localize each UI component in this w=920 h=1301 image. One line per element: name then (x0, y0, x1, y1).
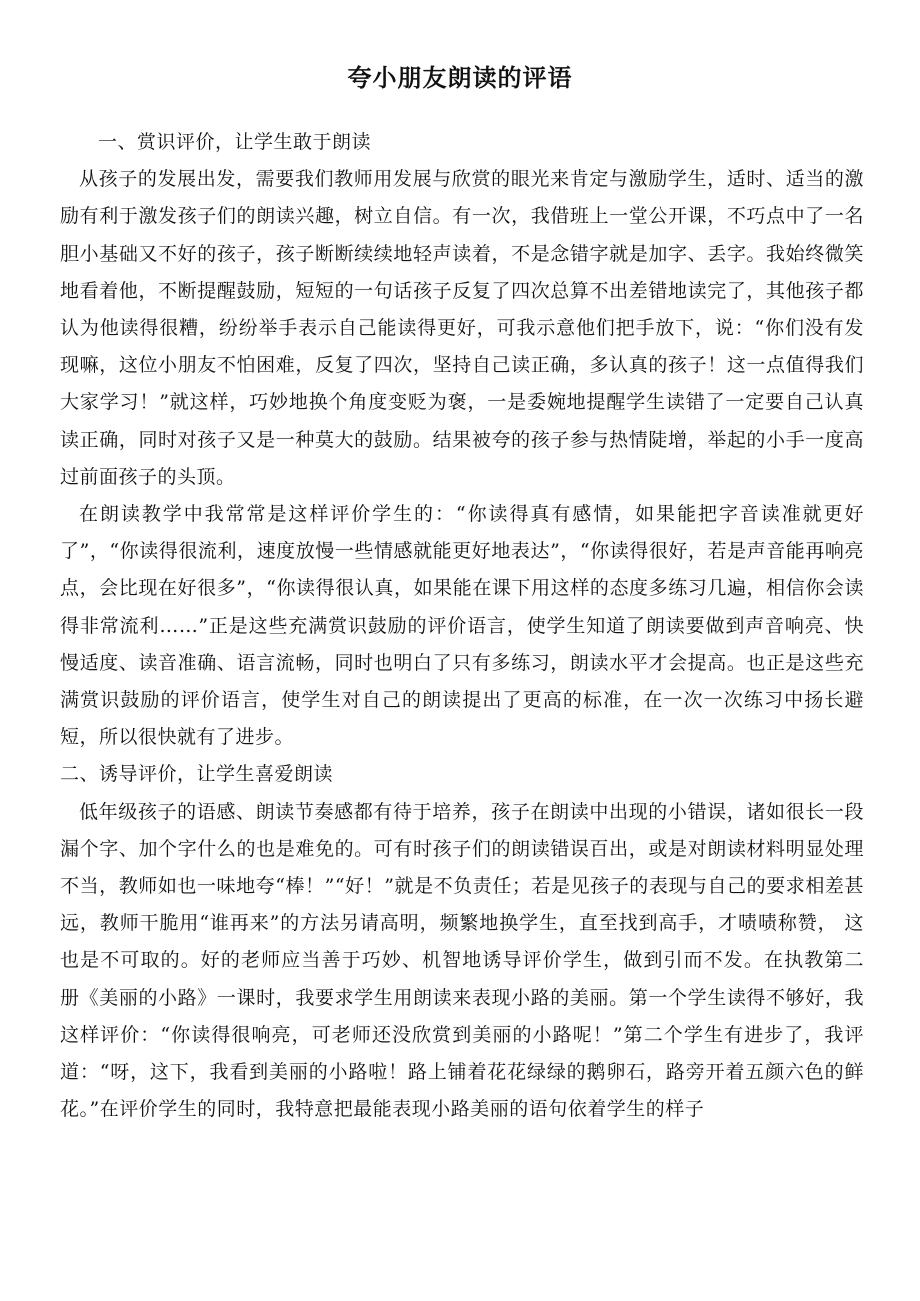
section-heading-1: 一、赏识评价，让学生敢于朗读 (98, 131, 372, 153)
paragraph: 低年级孩子的语感、朗读节奏感都有待于培养，孩子在朗读中出现的小错误，诸如很长一段漏个字、加个字什么的也是难免的。可有时孩子们的朗读错误百出，或是对朗读材料明显处理不当，教师如也一味地夸“棒！”“好！”就是不负责任；若是见孩子的表现与自己的要求相差甚远，教师干脆用“谁再来”的方法另请高明，频繁地换学生，直至找到高手，才啧啧称赞， 这也是不可取的。好的老师应当善于巧妙、机智地诱导评价学生，做到引而不发。在执教第二 册《美丽的小路》一课时，我要求学生用朗读来表现小路的美丽。第一个学生读得不够好，我 这样评价：“你读得很响亮，可老师还没欣赏到美丽的小路呢！”第二个学生有进步了，我评 道：“呀，这下，我看到美丽的小路啦！路上铺着花花绿绿的鹅卵石，路旁开着五颜六色的鲜 花。”在评价学生的同时，我特意把最能表现小路美丽的语句依着学生的样子 (60, 800, 864, 1121)
document-body (60, 124, 864, 1128)
section-heading-2: 二、诱导评价，让学生喜爱朗读 (60, 763, 334, 786)
document-title: 夸小朋友朗读的评语 (347, 64, 573, 92)
paragraph: 从孩子的发展出发，需要我们教师用发展与欣赏的眼光来肯定与激励学生，适时、适当的激励有利于激发孩子们的朗读兴趣，树立自信。有一次，我借班上一堂公开课，不巧点中了一名胆小基础又不好的孩子，孩子断断续续地轻声读着，不是念错字就是加字、丢字。我始终微笑地看着他，不断提醒鼓励，短短的一句话孩子反复了四次总算不出差错地读完了，其他孩子都认为他读得很糟，纷纷举手表示自己能读得更好，可我示意他们把手放下，说：“你们没有发现嘛，这位小朋友不怕困难，反复了四次，坚持自己读正确，多认真的孩子！这一点值得我们大家学习！”就这样，巧妙地换个角度变贬为褒，一是委婉地提醒学生读错了一定要自己认真读正确，同时对孩子又是一种莫大的鼓励。结果被夸的孩子参与热情陡增，举起的小手一度高过前面孩子的头顶。 (60, 168, 864, 488)
paragraph: 在朗读教学中我常常是这样评价学生的：“你读得真有感情，如果能把字音读准就更好了”，“你读得很流利，速度放慢一些情感就能更好地表达”，“你读得很好，若是声音能再响亮点，会比现在好很多”，“你读得很认真，如果能在课下用这样的态度多练习几遍，相信你会读得非常流利……”正是这些充满赏识鼓励的评价语言，使学生知道了朗读要做到声音响亮、快慢适度、读音准确、语言流畅，同时也明白了只有多练习，朗读水平才会提高。也正是这些充满赏识鼓励的评价语言，使学生对自己的朗读提出了更高的标准，在一次一次练习中扬长避短，所以很快就有了进步。 (60, 503, 864, 749)
